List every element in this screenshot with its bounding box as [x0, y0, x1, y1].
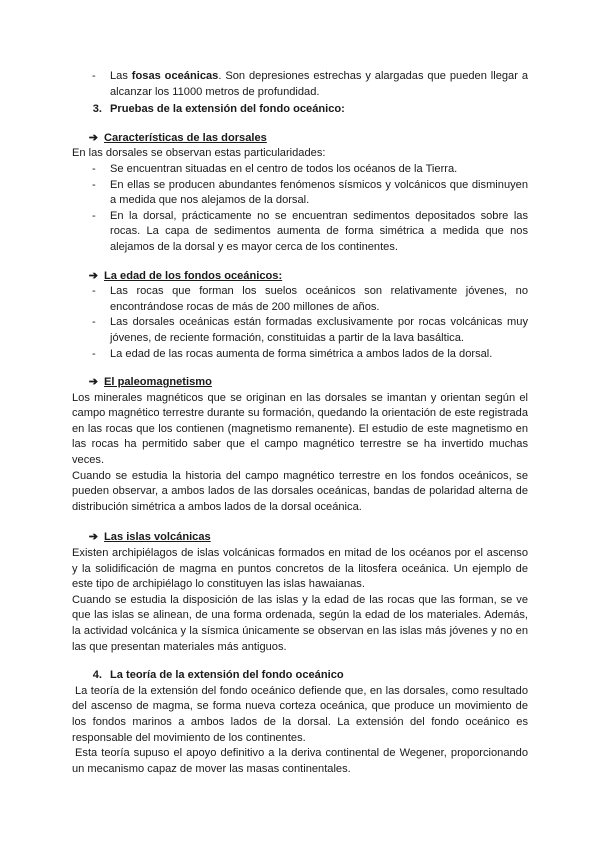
bullet-prefix: Las — [110, 70, 132, 82]
document-page — [72, 69, 528, 777]
islas-paragraph-1: Existen archipiélagos de islas volcánicas formados en mitad de los océanos por el ascenso y la solidificación de magma en puntos concretos de la litosfera oceánica. Un ejemplo de este tipo de archipiélago lo constituyen las islas hawaianas. — [72, 547, 528, 591]
edad-item — [72, 315, 528, 346]
edad-item-text: Las dorsales oceánicas están formadas exclusivamente por rocas volcánicas muy jóvenes, de reciente formación, constituidas a partir de la lava basáltica. — [110, 316, 528, 344]
section-3-heading — [72, 102, 528, 118]
paleo-paragraph-2: Cuando se estudia la historia del campo magnético terrestre en los fondos oceánicos, se pueden observar, a ambos lados de las dorsales oceánicas, bandas de polaridad alterna de distribución simétrica a ambos lados de la dorsal oceánica. — [72, 469, 528, 513]
arrow-icon: ➔ — [88, 531, 98, 544]
dorsales-item — [72, 162, 528, 178]
section-3-title: Pruebas de la extensión del fondo oceánico: — [110, 103, 345, 116]
islas-heading — [72, 530, 528, 546]
section-4-paragraph-1: La teoría de la extensión del fondo oceánico defiende que, en las dorsales, como resultado del ascenso de magma, se forma nueva corteza oceánica, que produce un movimiento de los fondos marinos a ambos lados de la dorsal. La extensión del fondo oceánico es responsable del movimiento de los continentes. — [72, 684, 528, 744]
dorsales-heading — [72, 131, 528, 147]
bullet-dash: - — [92, 347, 96, 360]
dorsales-item — [72, 178, 528, 209]
paleo-heading — [72, 375, 528, 391]
bullet-dash: - — [92, 178, 96, 191]
section-4-paragraph-2: Esta teoría supuso el apoyo definitivo a la deriva continental de Wegener, proporcionando un mecanismo capaz de mover las masas continentales. — [72, 747, 528, 775]
fosas-bullet — [72, 69, 528, 100]
edad-item — [72, 347, 528, 363]
bullet-dash: - — [92, 70, 96, 82]
fosas-term: fosas oceánicas — [131, 70, 219, 82]
dorsales-item-text: En la dorsal, prácticamente no se encuentran sedimentos depositados sobre las rocas. La capa de sedimentos aumenta de forma simétrica a medida que nos alejamos de la dorsal y es mayor cerca de los continentes. — [110, 209, 528, 253]
bullet-dash: - — [92, 209, 96, 222]
dorsales-title: Características de las dorsales — [104, 131, 267, 144]
dorsales-item-text: En ellas se producen abundantes fenómenos sísmicos y volcánicos que disminuyen a medida que nos alejamos de la dorsal. — [110, 178, 528, 207]
arrow-icon: ➔ — [88, 376, 98, 389]
bullet-dash: - — [92, 285, 96, 298]
islas-paragraph-2: Cuando se estudia la disposición de las islas y la edad de las rocas que las forman, se ve que las islas se alinean, de una forma ordenada, según la edad de los materiales. Además, la actividad volcánica y la sísmica únicamente se observan en las islas más jóvenes y no en las que presentan materiales más antiguos. — [72, 593, 528, 653]
edad-heading — [72, 269, 528, 285]
section-3-number: 3. — [92, 103, 102, 116]
dorsales-item-text: Se encuentran situadas en el centro de todos los océanos de la Tierra. — [110, 162, 458, 175]
edad-item-text: La edad de las rocas aumenta de forma simétrica a ambos lados de la dorsal. — [110, 347, 493, 360]
islas-title: Las islas volcánicas — [104, 531, 211, 544]
dorsales-intro: En las dorsales se observan estas particularidades: — [72, 147, 326, 160]
section-4-heading — [72, 668, 528, 684]
arrow-icon: ➔ — [88, 131, 98, 144]
bullet-dash: - — [92, 162, 96, 175]
paleo-title: El paleomagnetismo — [104, 376, 212, 389]
edad-item — [72, 284, 528, 315]
paleo-paragraph-1: Los minerales magnéticos que se originan en las dorsales se imantan y orientan según el campo magnético terrestre durante su formación, quedando la orientación de este registrada en las rocas que los contienen (magnetismo remanente). El estudio de este magnetismo en las rocas ha permitido saber que el campo magnético terrestre se ha invertido muchas veces. — [72, 391, 528, 467]
edad-item-text: Las rocas que forman los suelos oceánicos son relativamente jóvenes, no encontrándose rocas de más de 200 millones de años. — [110, 285, 528, 313]
bullet-text — [110, 69, 528, 100]
section-4-number: 4. — [92, 669, 102, 682]
dorsales-item — [72, 209, 528, 256]
bullet-rest: . Son depresiones estrechas y alargadas que pueden llegar a alcanzar los 11000 metros de profundidad. — [110, 70, 528, 98]
bullet-dash: - — [92, 316, 96, 329]
section-4-title: La teoría de la extensión del fondo oceánico — [110, 669, 344, 682]
edad-title: La edad de los fondos oceánicos: — [104, 269, 283, 282]
arrow-icon: ➔ — [88, 269, 98, 282]
